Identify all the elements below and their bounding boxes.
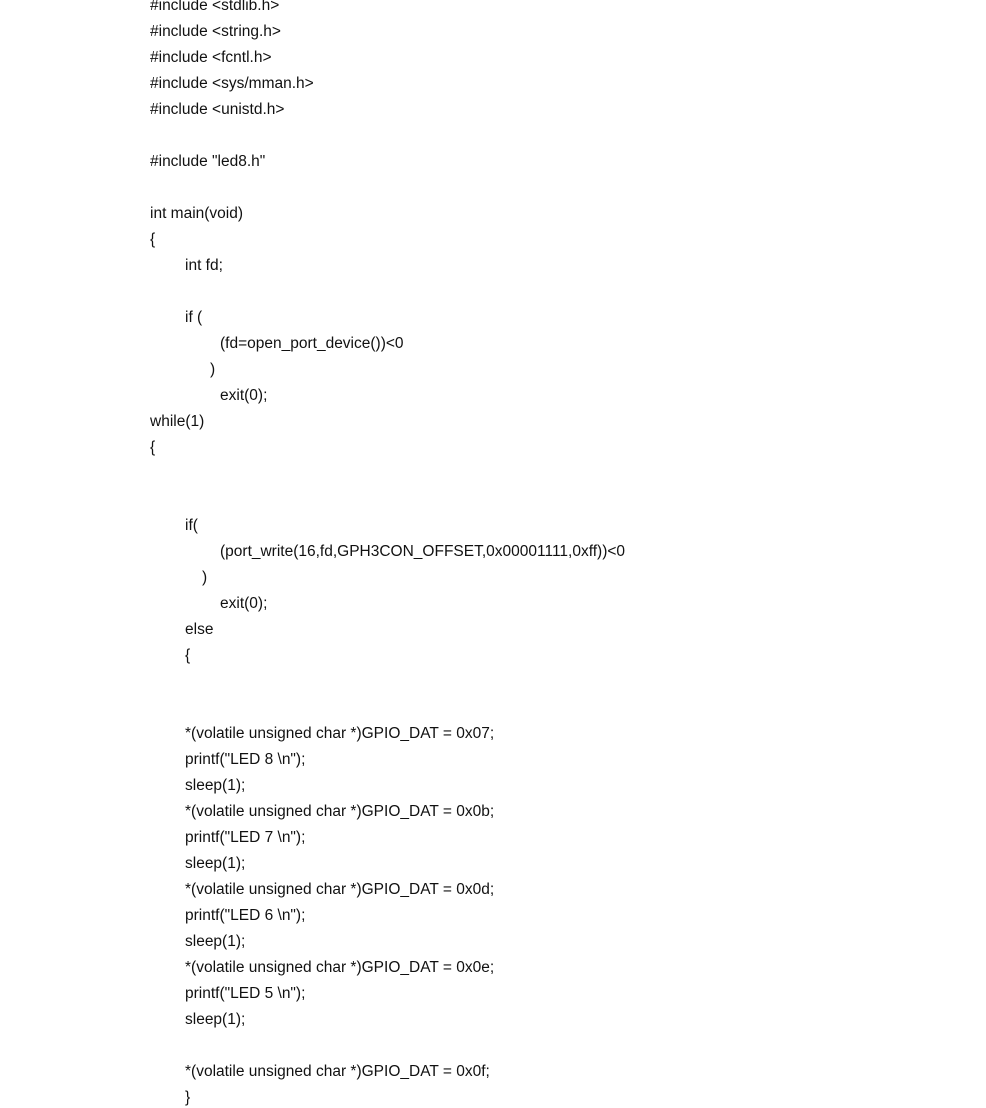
code-line-include-led8: #include "led8.h" (150, 153, 266, 170)
code-line-sleep-3: sleep(1); (185, 933, 246, 950)
code-line-gpio-0x07: *(volatile unsigned char *)GPIO_DAT = 0x07; (185, 725, 495, 742)
code-line-if-close-paren: ) (210, 361, 216, 378)
code-line-if-write-close-paren: ) (202, 569, 208, 586)
code-line-printf-led6: printf("LED 6 \n"); (185, 907, 306, 924)
code-line-while-open-brace: { (150, 439, 156, 456)
code-line-main-open-brace: { (150, 231, 156, 248)
code-line-if-open: if ( (185, 309, 203, 326)
code-line-include-fcntl: #include <fcntl.h> (150, 49, 272, 66)
code-line-fd-declaration: int fd; (185, 257, 223, 274)
code-line-exit-2: exit(0); (220, 595, 268, 612)
code-line-gpio-0x0d: *(volatile unsigned char *)GPIO_DAT = 0x0d; (185, 881, 495, 898)
code-line-sleep-1: sleep(1); (185, 777, 246, 794)
code-line-sleep-4: sleep(1); (185, 1011, 246, 1028)
code-line-gpio-0x0f: *(volatile unsigned char *)GPIO_DAT = 0x0f; (185, 1063, 490, 1080)
code-line-main-signature: int main(void) (150, 205, 244, 222)
code-line-exit-1: exit(0); (220, 387, 268, 404)
code-line-open-port-condition: (fd=open_port_device())<0 (220, 335, 404, 352)
code-line-printf-led7: printf("LED 7 \n"); (185, 829, 306, 846)
code-line-printf-led5: printf("LED 5 \n"); (185, 985, 306, 1002)
code-line-gpio-0x0b: *(volatile unsigned char *)GPIO_DAT = 0x0b; (185, 803, 495, 820)
code-line-else-open-brace: { (185, 647, 191, 664)
code-line-include-string: #include <string.h> (150, 23, 281, 40)
code-line-include-stdlib: #include <stdlib.h> (150, 0, 280, 14)
code-line-else: else (185, 621, 214, 638)
code-line-include-unistd: #include <unistd.h> (150, 101, 285, 118)
code-line-if-write: if( (185, 517, 198, 534)
code-line-sleep-2: sleep(1); (185, 855, 246, 872)
code-line-port-write-condition: (port_write(16,fd,GPH3CON_OFFSET,0x00001111,0xff))<0 (220, 543, 626, 560)
code-line-printf-led8: printf("LED 8 \n"); (185, 751, 306, 768)
code-line-gpio-0x0e: *(volatile unsigned char *)GPIO_DAT = 0x0e; (185, 959, 495, 976)
code-line-include-mman: #include <sys/mman.h> (150, 75, 314, 92)
code-line-while: while(1) (150, 413, 205, 430)
code-line-else-close-brace: } (185, 1089, 191, 1106)
